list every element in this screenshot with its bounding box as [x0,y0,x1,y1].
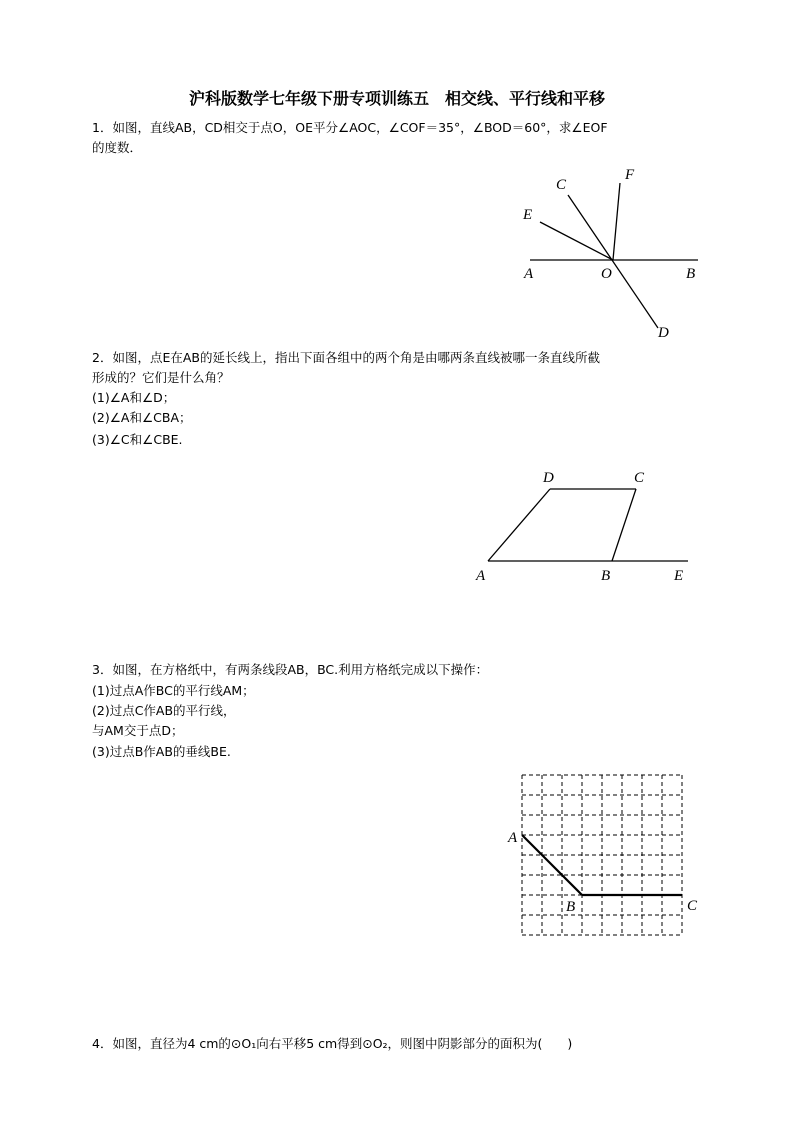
q1-text-line1: 1．如图，直线AB，CD相交于点O，OE平分∠AOC，∠COF＝35°，∠BOD＝60°，求∠EOF [92,120,608,135]
q3-item-1: (1)过点A作BC的平行线AM； [92,683,255,698]
page-title: 沪科版数学七年级下册专项训练五 相交线、平行线和平移 [188,89,605,108]
label-o: O [601,266,612,282]
label-a: A [476,568,486,584]
ray-oe [540,222,613,260]
label-c: C [687,898,698,914]
q2-item-3: (3)∠C和∠CBE. [92,432,183,447]
q2-figure [470,462,700,587]
label-b: B [601,568,611,584]
label-e: E [523,207,533,223]
dashed-grid [522,775,682,935]
segment-ad [488,489,550,561]
label-d: D [543,470,554,486]
label-a: A [524,266,534,282]
line-cd [568,195,658,328]
q3-item-2-cont: 与AM交于点D； [92,723,184,738]
q2-item-1: (1)∠A和∠D； [92,390,176,405]
q3-figure [502,768,712,943]
segment-ab [522,835,582,895]
label-d: D [658,325,669,341]
label-c: C [556,177,567,193]
q1-figure [510,160,710,345]
label-b: B [566,899,576,915]
segment-cb [612,489,636,561]
q2-text-line2: 形成的？它们是什么角？ [92,370,230,385]
q4-text-line1: 4．如图，直径为4 cm的⊙O₁向右平移5 cm得到⊙O₂，则图中阴影部分的面积为( ) [92,1036,573,1051]
label-c: C [634,470,645,486]
q3-text-line1: 3．如图，在方格纸中，有两条线段AB，BC.利用方格纸完成以下操作： [92,662,489,677]
label-f: F [625,167,635,183]
ray-of [613,183,620,260]
label-a: A [508,830,518,846]
q1-text-line2: 的度数． [92,140,143,155]
label-e: E [674,568,684,584]
label-b: B [686,266,696,282]
q2-text-line1: 2．如图，点E在AB的延长线上，指出下面各组中的两个角是由哪两条直线被哪一条直线所截 [92,350,600,365]
q3-item-3: (3)过点B作AB的垂线BE. [92,744,231,759]
q2-item-2: (2)∠A和∠CBA； [92,410,192,425]
q3-item-2: (2)过点C作AB的平行线， [92,703,236,718]
